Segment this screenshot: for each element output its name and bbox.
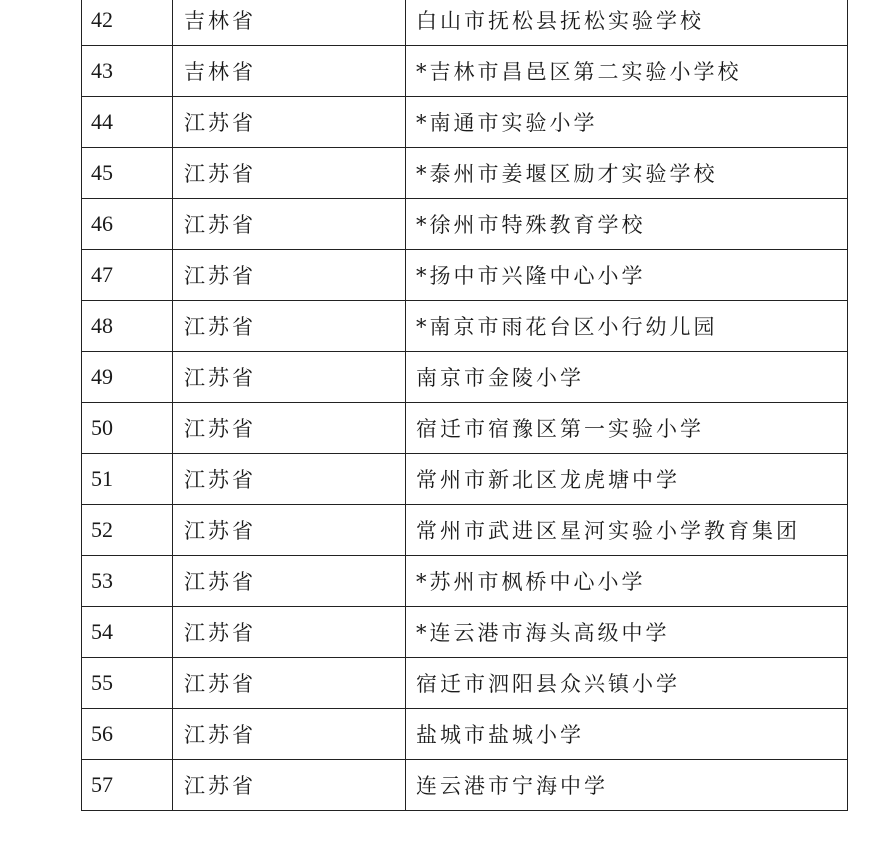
province-cell: 江苏省 (173, 97, 406, 148)
row-number: 56 (82, 709, 173, 760)
row-number: 50 (82, 403, 173, 454)
school-name-cell: 盐城市盐城小学 (406, 709, 848, 760)
province-cell: 江苏省 (173, 454, 406, 505)
school-name-cell: *吉林市昌邑区第二实验小学校 (406, 46, 848, 97)
table-row (82, 97, 848, 148)
row-number: 55 (82, 658, 173, 709)
school-name-cell: *南京市雨花台区小行幼儿园 (406, 301, 848, 352)
province-cell: 江苏省 (173, 403, 406, 454)
table-row (82, 709, 848, 760)
province-cell: 江苏省 (173, 760, 406, 811)
table-row (82, 301, 848, 352)
school-name-cell: *徐州市特殊教育学校 (406, 199, 848, 250)
row-number: 57 (82, 760, 173, 811)
school-name-cell: *扬中市兴隆中心小学 (406, 250, 848, 301)
row-number: 44 (82, 97, 173, 148)
table-row (82, 250, 848, 301)
province-cell: 江苏省 (173, 556, 406, 607)
table-row (82, 607, 848, 658)
school-name-cell: 宿迁市泗阳县众兴镇小学 (406, 658, 848, 709)
table-row (82, 760, 848, 811)
school-name-cell: *连云港市海头高级中学 (406, 607, 848, 658)
table-row (82, 352, 848, 403)
school-name-cell: *苏州市枫桥中心小学 (406, 556, 848, 607)
school-name-cell: *泰州市姜堰区励才实验学校 (406, 148, 848, 199)
table-row (82, 148, 848, 199)
province-cell: 江苏省 (173, 505, 406, 556)
row-number: 45 (82, 148, 173, 199)
row-number: 51 (82, 454, 173, 505)
province-cell: 江苏省 (173, 301, 406, 352)
province-cell: 江苏省 (173, 250, 406, 301)
row-number: 53 (82, 556, 173, 607)
province-cell: 江苏省 (173, 658, 406, 709)
school-name-cell: 常州市新北区龙虎塘中学 (406, 454, 848, 505)
school-name-cell: 宿迁市宿豫区第一实验小学 (406, 403, 848, 454)
table-row (82, 454, 848, 505)
table-row (82, 46, 848, 97)
row-number: 52 (82, 505, 173, 556)
province-cell: 吉林省 (173, 46, 406, 97)
table-row (82, 199, 848, 250)
table-row (82, 658, 848, 709)
row-number: 47 (82, 250, 173, 301)
row-number: 54 (82, 607, 173, 658)
province-cell: 江苏省 (173, 607, 406, 658)
school-name-cell: *南通市实验小学 (406, 97, 848, 148)
school-name-cell: 连云港市宁海中学 (406, 760, 848, 811)
table-row (82, 403, 848, 454)
table-row (82, 556, 848, 607)
row-number: 46 (82, 199, 173, 250)
school-name-cell: 白山市抚松县抚松实验学校 (406, 0, 848, 46)
school-list-table (81, 0, 848, 811)
row-number: 43 (82, 46, 173, 97)
table-row (82, 505, 848, 556)
table-row (82, 0, 848, 46)
school-name-cell: 常州市武进区星河实验小学教育集团 (406, 505, 848, 556)
province-cell: 江苏省 (173, 352, 406, 403)
row-number: 42 (82, 0, 173, 46)
row-number: 49 (82, 352, 173, 403)
province-cell: 吉林省 (173, 0, 406, 46)
province-cell: 江苏省 (173, 199, 406, 250)
province-cell: 江苏省 (173, 709, 406, 760)
province-cell: 江苏省 (173, 148, 406, 199)
school-name-cell: 南京市金陵小学 (406, 352, 848, 403)
table-body (82, 0, 848, 811)
row-number: 48 (82, 301, 173, 352)
